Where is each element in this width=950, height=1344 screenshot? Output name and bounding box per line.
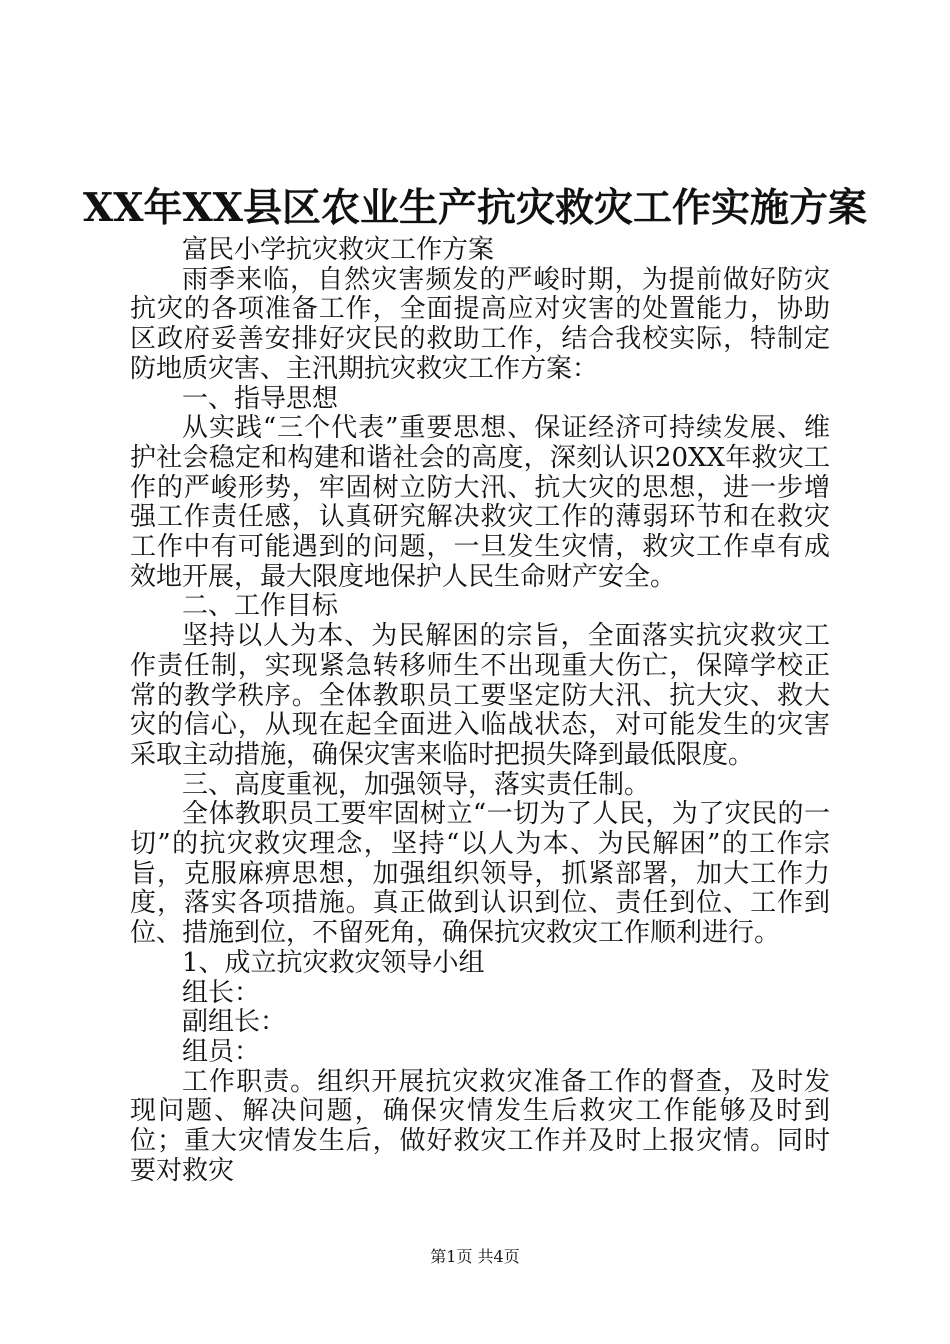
section-heading-guiding-thought: 一、指导思想 [182,383,339,414]
paragraph-duties: 工作职责。组织开展抗灾救灾准备工作的督查，及时发现问题、解决问题，确保灾情发生后救灾工作能够及时到位；重大灾情发生后，做好救灾工作并及时上报灾情。同时要对救灾 [130,1066,830,1186]
paragraph-work-goals: 坚持以人为本、为民解困的宗旨，全面落实抗灾救灾工作责任制，实现紧急转移师生不出现重大伤亡，保障学校正常的教学秩序。全体教职员工要坚定防大汛、抗大灾、救大灾的信心，从现在起全面进入临战状态，对可能发生的灾害采取主动措施，确保灾害来临时把损失降到最低限度。 [130,621,830,770]
group-leader-line: 组长： [182,977,261,1008]
page-number: 第1页 共4页 [430,1247,520,1266]
paragraph-subtitle: 富民小学抗灾救灾工作方案 [182,235,495,265]
section-heading-leadership: 三、高度重视，加强领导，落实责任制。 [182,769,651,800]
paragraph-intro: 雨季来临，自然灾害频发的严峻时期，为提前做好防灾抗灾的各项准备工作，全面提高应对灾害的处置能力，协助区政府妥善安排好灾民的救助工作，结合我校实际，特制定防地质灾害、主汛期抗灾救灾工作方案： [130,264,830,384]
paragraph-leadership: 全体教职员工要牢固树立“一切为了人民，为了灾民的一切”的抗灾救灾理念，坚持“以人为本、为民解困”的工作宗旨，克服麻痹思想，加强组织领导，抓紧部署，加大工作力度，落实各项措施。真正做到认识到位、责任到位、工作到位、措施到位，不留死角，确保抗灾救灾工作顺利进行。 [130,799,830,949]
section-heading-work-goals: 二、工作目标 [182,591,339,622]
paragraph-guiding-thought: 从实践“三个代表”重要思想、保证经济可持续发展、维护社会稳定和构建和谐社会的高度，深刻认识20XX年救灾工作的严峻形势，牢固树立防大汛、抗大灾的思想，进一步增强工作责任感，认真研究解决救灾工作的薄弱环节和在救灾工作中有可能遇到的问题，一旦发生灾情，救灾工作卓有成效地开展，最大限度地保护人民生命财产安全。 [130,413,830,592]
members-line: 组员： [182,1036,261,1067]
document-body [130,236,830,1187]
subsection-heading-leading-group: 1、成立抗灾救灾领导小组 [182,947,485,978]
document-title: XX年XX县区农业生产抗灾救灾工作实施方案 [82,185,868,231]
deputy-leader-line: 副组长： [182,1007,287,1038]
